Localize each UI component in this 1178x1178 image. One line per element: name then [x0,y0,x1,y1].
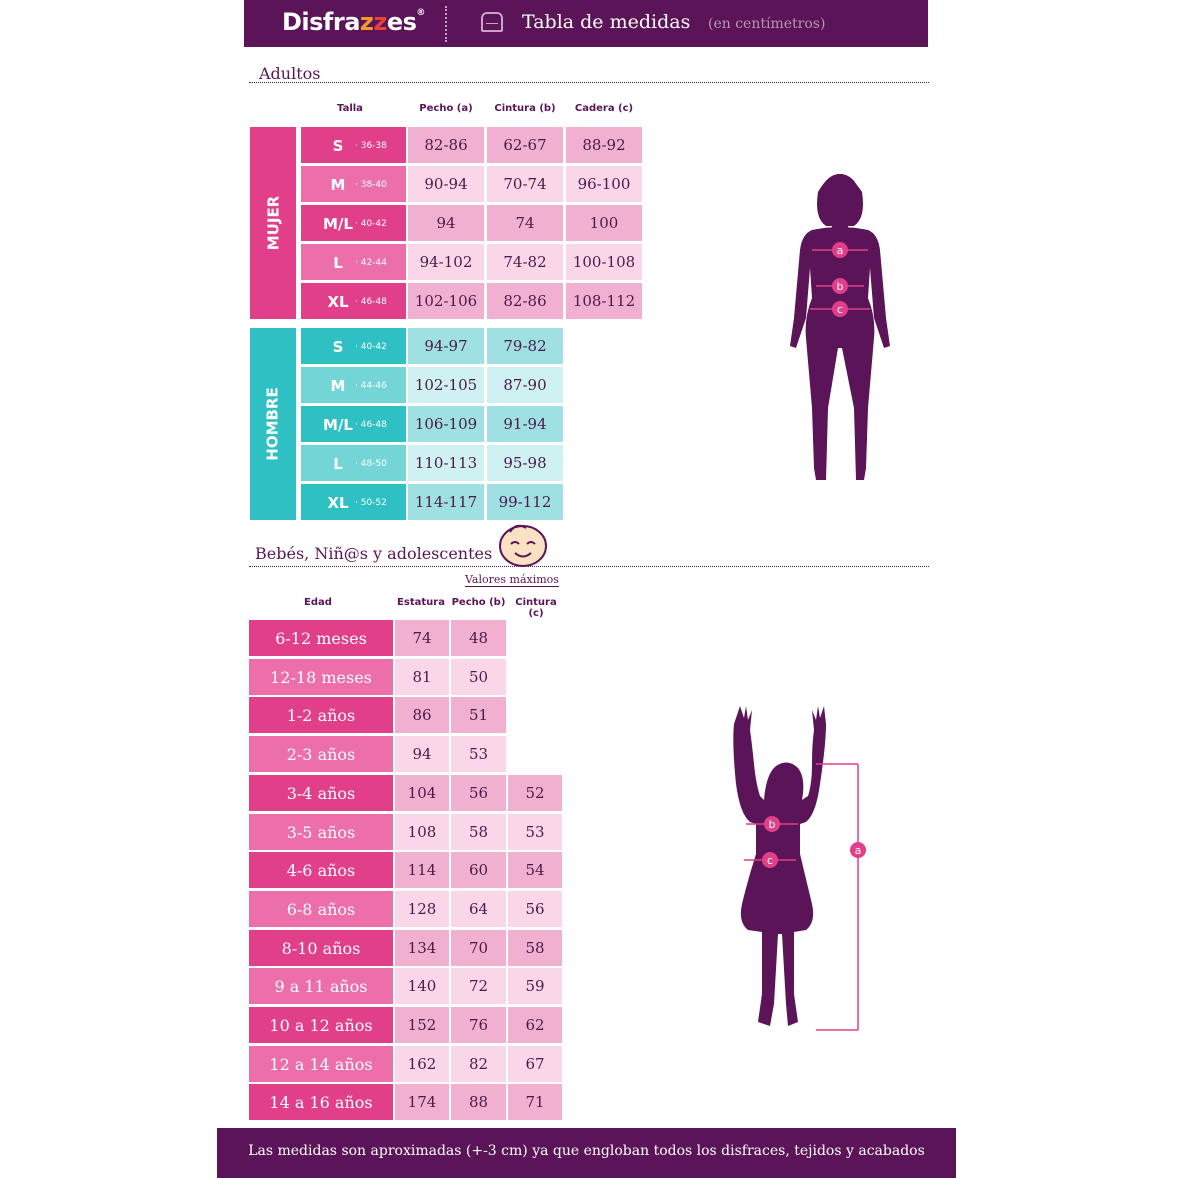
size-code: M [330,377,346,395]
size-cell [301,406,406,442]
pecho-cell: 60 [451,852,506,888]
size-range: · 44-46 [355,381,387,391]
size-range: · 46-48 [355,297,387,307]
section-divider [249,82,929,83]
estatura-cell: 134 [395,930,449,966]
cintura-cell: 59 [508,968,562,1004]
size-range: · 36-38 [355,141,387,151]
col-header-pecho: Pecho (a) [419,103,473,114]
size-cell [301,283,406,319]
measure-cell: 100 [566,205,642,241]
estatura-cell: 174 [395,1084,449,1120]
measure-cell: 88-92 [566,127,642,163]
baby-face-icon [496,520,550,568]
marker-a-label: a [854,844,862,857]
size-cell [301,484,406,520]
age-cell: 9 a 11 años [249,968,393,1004]
age-cell: 1-2 años [249,697,393,733]
header-divider [445,6,447,42]
estatura-cell: 108 [395,814,449,850]
measure-cell: 90-94 [408,166,484,202]
col-header-cadera: Cadera (c) [574,103,634,114]
estatura-cell: 114 [395,852,449,888]
measure-cell: 79-82 [487,328,563,364]
age-cell: 10 a 12 años [249,1007,393,1043]
size-code: S [332,137,344,155]
measure-cell: 108-112 [566,283,642,319]
estatura-cell: 94 [395,736,449,772]
size-code: S [332,338,344,356]
child-silhouette [726,704,866,1036]
section-title-adults: Adultos [259,64,321,83]
pecho-cell: 72 [451,968,506,1004]
age-cell: 3-4 años [249,775,393,811]
brand-logo: Disfrazzes® [282,8,425,36]
cintura-cell: 56 [508,891,562,927]
pecho-cell: 70 [451,930,506,966]
marker-c-label: c [766,854,774,867]
pecho-cell: 82 [451,1046,506,1082]
marker-a-label: a [836,244,844,257]
pecho-cell: 51 [451,697,506,733]
age-cell: 2-3 años [249,736,393,772]
col-header-cintura-kids: Cintura (c) [515,597,557,619]
cintura-cell: 58 [508,930,562,966]
size-range: · 42-44 [355,258,387,268]
measure-cell: 94 [408,205,484,241]
size-code: M/L [323,416,353,434]
page-subtitle: (en centímetros) [708,16,826,32]
max-values-note: Valores máximos [465,573,559,586]
age-cell: 3-5 años [249,814,393,850]
pecho-cell: 58 [451,814,506,850]
cintura-cell: 71 [508,1084,562,1120]
size-range: · 46-48 [355,420,387,430]
pecho-cell: 50 [451,659,506,695]
size-cell [301,166,406,202]
estatura-cell: 86 [395,697,449,733]
size-code: XL [327,494,349,512]
size-cell [301,367,406,403]
measure-cell: 99-112 [487,484,563,520]
age-cell: 14 a 16 años [249,1084,393,1120]
measure-cell: 102-106 [408,283,484,319]
pecho-cell: 48 [451,620,506,656]
estatura-cell: 104 [395,775,449,811]
estatura-cell: 128 [395,891,449,927]
marker-b-label: b [768,818,776,831]
marker-c-label: c [836,303,844,316]
size-cell [301,445,406,481]
measure-cell: 94-97 [408,328,484,364]
size-code: L [333,254,343,272]
size-range: · 40-42 [355,219,387,229]
page-title: Tabla de medidas [522,11,691,33]
measure-cell: 100-108 [566,244,642,280]
cintura-cell: 62 [508,1007,562,1043]
size-range: · 40-42 [355,342,387,352]
col-header-talla: Talla [337,103,363,114]
group-label-mujer: MUJER [250,127,296,319]
pecho-cell: 64 [451,891,506,927]
measure-cell: 70-74 [487,166,563,202]
age-cell: 12-18 meses [249,659,393,695]
cintura-cell: 52 [508,775,562,811]
size-code: L [333,455,343,473]
age-cell: 4-6 años [249,852,393,888]
size-range: · 48-50 [355,459,387,469]
measure-cell: 91-94 [487,406,563,442]
age-cell: 8-10 años [249,930,393,966]
pecho-cell: 53 [451,736,506,772]
measure-cell: 110-113 [408,445,484,481]
estatura-cell: 81 [395,659,449,695]
cintura-cell: 53 [508,814,562,850]
size-range: · 50-52 [355,498,387,508]
woman-silhouette [780,168,900,524]
measure-cell: 106-109 [408,406,484,442]
cintura-cell: 54 [508,852,562,888]
size-code: M/L [323,215,353,233]
section-divider [249,566,929,567]
cintura-cell: 67 [508,1046,562,1082]
measure-cell: 96-100 [566,166,642,202]
pecho-cell: 88 [451,1084,506,1120]
age-cell: 6-8 años [249,891,393,927]
marker-b-label: b [836,280,844,293]
section-title-kids: Bebés, Niñ@s y adolescentes [255,544,493,563]
measuring-tape-icon [481,12,503,32]
col-header-estatura: Estatura [397,597,445,608]
measure-cell: 74-82 [487,244,563,280]
col-header-pecho-kids: Pecho (b) [451,597,506,608]
measure-cell: 82-86 [487,283,563,319]
estatura-cell: 74 [395,620,449,656]
size-range: · 38-40 [355,180,387,190]
size-code: XL [327,293,349,311]
pecho-cell: 76 [451,1007,506,1043]
col-header-cintura: Cintura (b) [494,103,556,114]
measure-cell: 95-98 [487,445,563,481]
group-label-hombre: HOMBRE [250,328,296,520]
size-cell [301,244,406,280]
measure-cell: 114-117 [408,484,484,520]
pecho-cell: 56 [451,775,506,811]
measure-cell: 87-90 [487,367,563,403]
age-cell: 6-12 meses [249,620,393,656]
measure-cell: 62-67 [487,127,563,163]
col-header-edad: Edad [304,597,332,608]
estatura-cell: 152 [395,1007,449,1043]
measure-cell: 102-105 [408,367,484,403]
age-cell: 12 a 14 años [249,1046,393,1082]
measure-cell: 82-86 [408,127,484,163]
size-code: M [330,176,346,194]
measure-cell: 74 [487,205,563,241]
footer-disclaimer: Las medidas son aproximadas (+-3 cm) ya que engloban todos los disfraces, tejidos y acabados [248,1143,925,1159]
size-cell [301,127,406,163]
measure-cell: 94-102 [408,244,484,280]
size-cell [301,328,406,364]
estatura-cell: 140 [395,968,449,1004]
size-cell [301,205,406,241]
estatura-cell: 162 [395,1046,449,1082]
